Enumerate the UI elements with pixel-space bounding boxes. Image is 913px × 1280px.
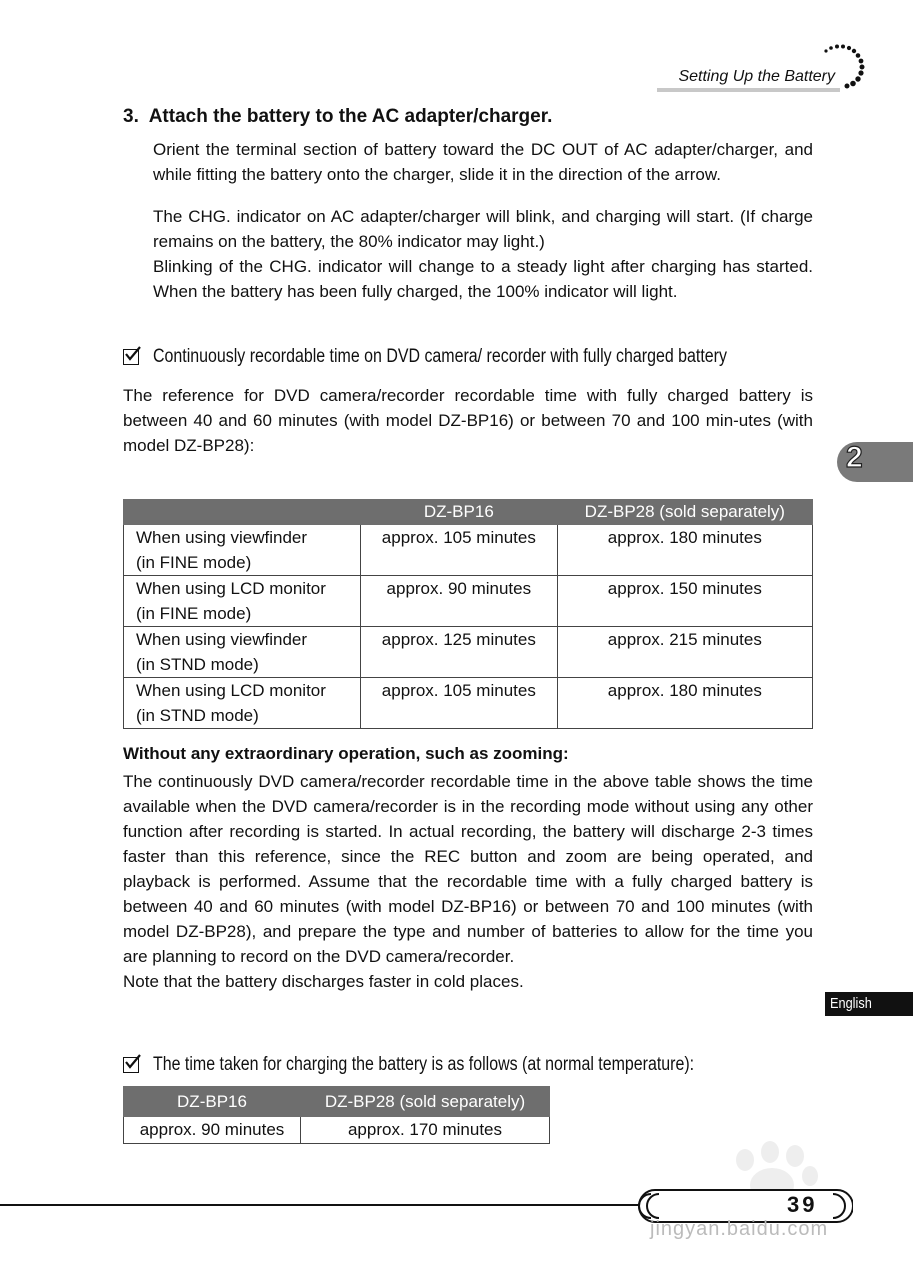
step-paragraph-2b: Blinking of the CHG. indicator will change to a steady light after charging has started. When the battery has been fully charged, the 100% indicator will light. bbox=[153, 257, 813, 301]
checkbox-icon bbox=[123, 1057, 139, 1073]
table-header-cell: DZ-BP28 (sold separately) bbox=[557, 500, 812, 525]
header-rule bbox=[657, 88, 840, 92]
table-header-row bbox=[124, 1087, 550, 1117]
table-row bbox=[124, 1117, 550, 1144]
note-paragraph: The continuously DVD camera/recorder recordable time in the above table shows the time available when the DVD camera/recorder is in the recording mode without using any other function after recording is started. In actual recording, the battery will discharge 2-3 times faster than this reference, since the REC button and zoom are being operated, and playback is performed. Assume that the recordable time with a fully charged battery is between 40 and 60 minutes (with model DZ-BP16) or between 70 and 100 minutes (with model DZ-BP28), and prepare the type and number of batteries to allow for the time you are planning to record on the DVD camera/recorder. bbox=[123, 772, 813, 966]
cell-bp16: approx. 90 minutes bbox=[124, 1117, 301, 1144]
row-label bbox=[124, 627, 361, 678]
language-label: English bbox=[830, 995, 872, 1012]
note-heading: Without any extraordinary operation, such as zooming: bbox=[123, 744, 569, 763]
row-label-line1: When using viewfinder bbox=[136, 630, 308, 649]
step-paragraph-1: Orient the terminal section of battery toward the DC OUT of AC adapter/charger, and while fitting the battery onto the charger, slide it in the direction of the arrow. bbox=[153, 140, 813, 184]
table-row bbox=[124, 576, 813, 627]
table-row bbox=[124, 525, 813, 576]
cell-bp16: approx. 105 minutes bbox=[361, 525, 558, 576]
step-heading: 3. Attach the battery to the AC adapter/charger. bbox=[123, 106, 553, 127]
charging-time-table bbox=[123, 1086, 550, 1144]
checkbox-icon bbox=[123, 349, 139, 365]
section1-heading-text: Continuously recordable time on DVD camera/ recorder with fully charged battery bbox=[153, 346, 727, 367]
cell-bp28: approx. 180 minutes bbox=[557, 678, 812, 729]
table-header-cell: DZ-BP16 bbox=[361, 500, 558, 525]
cell-bp28: approx. 180 minutes bbox=[557, 525, 812, 576]
cell-bp28: approx. 215 minutes bbox=[557, 627, 812, 678]
row-label bbox=[124, 525, 361, 576]
cell-bp28: approx. 170 minutes bbox=[301, 1117, 550, 1144]
page-number: 39 bbox=[787, 1192, 818, 1217]
footer-rule bbox=[0, 1204, 650, 1206]
row-label-line2: (in STND mode) bbox=[136, 706, 259, 725]
row-label-line1: When using LCD monitor bbox=[136, 579, 326, 598]
watermark-text: jingyan.baidu.com bbox=[650, 1218, 829, 1240]
cell-bp16: approx. 90 minutes bbox=[361, 576, 558, 627]
cell-bp16: approx. 125 minutes bbox=[361, 627, 558, 678]
row-label-line2: (in FINE mode) bbox=[136, 604, 252, 623]
row-label-line1: When using LCD monitor bbox=[136, 681, 326, 700]
table-header-cell bbox=[124, 500, 361, 525]
table-row bbox=[124, 627, 813, 678]
section2-heading bbox=[123, 1054, 797, 1076]
note-last-line: Note that the battery discharges faster in cold places. bbox=[123, 972, 524, 991]
section1-heading bbox=[123, 346, 836, 368]
row-label bbox=[124, 678, 361, 729]
row-label-line1: When using viewfinder bbox=[136, 528, 308, 547]
table-header-row bbox=[124, 500, 813, 525]
step-paragraph-2 bbox=[153, 204, 813, 304]
step-paragraph-2a: The CHG. indicator on AC adapter/charger will blink, and charging will start. (If charge remains on the battery, the 80% indicator may light.) bbox=[153, 207, 813, 251]
chapter-number: 2 bbox=[846, 441, 863, 474]
table-header-cell: DZ-BP28 (sold separately) bbox=[301, 1087, 550, 1117]
table-row bbox=[124, 678, 813, 729]
recordable-time-table bbox=[123, 499, 813, 729]
row-label-line2: (in STND mode) bbox=[136, 655, 259, 674]
header-title: Setting Up the Battery bbox=[678, 68, 835, 85]
section2-heading-text: The time taken for charging the battery is as follows (at normal temperature): bbox=[153, 1054, 695, 1075]
row-label-line2: (in FINE mode) bbox=[136, 553, 252, 572]
row-label bbox=[124, 576, 361, 627]
section1-body: The reference for DVD camera/recorder recordable time with fully charged battery is between 40 and 60 minutes (with model DZ-BP16) or between 70 and 100 min-utes (with model DZ-BP28): bbox=[123, 386, 813, 455]
cell-bp16: approx. 105 minutes bbox=[361, 678, 558, 729]
table-header-cell: DZ-BP16 bbox=[124, 1087, 301, 1117]
note-body bbox=[123, 769, 813, 994]
cell-bp28: approx. 150 minutes bbox=[557, 576, 812, 627]
